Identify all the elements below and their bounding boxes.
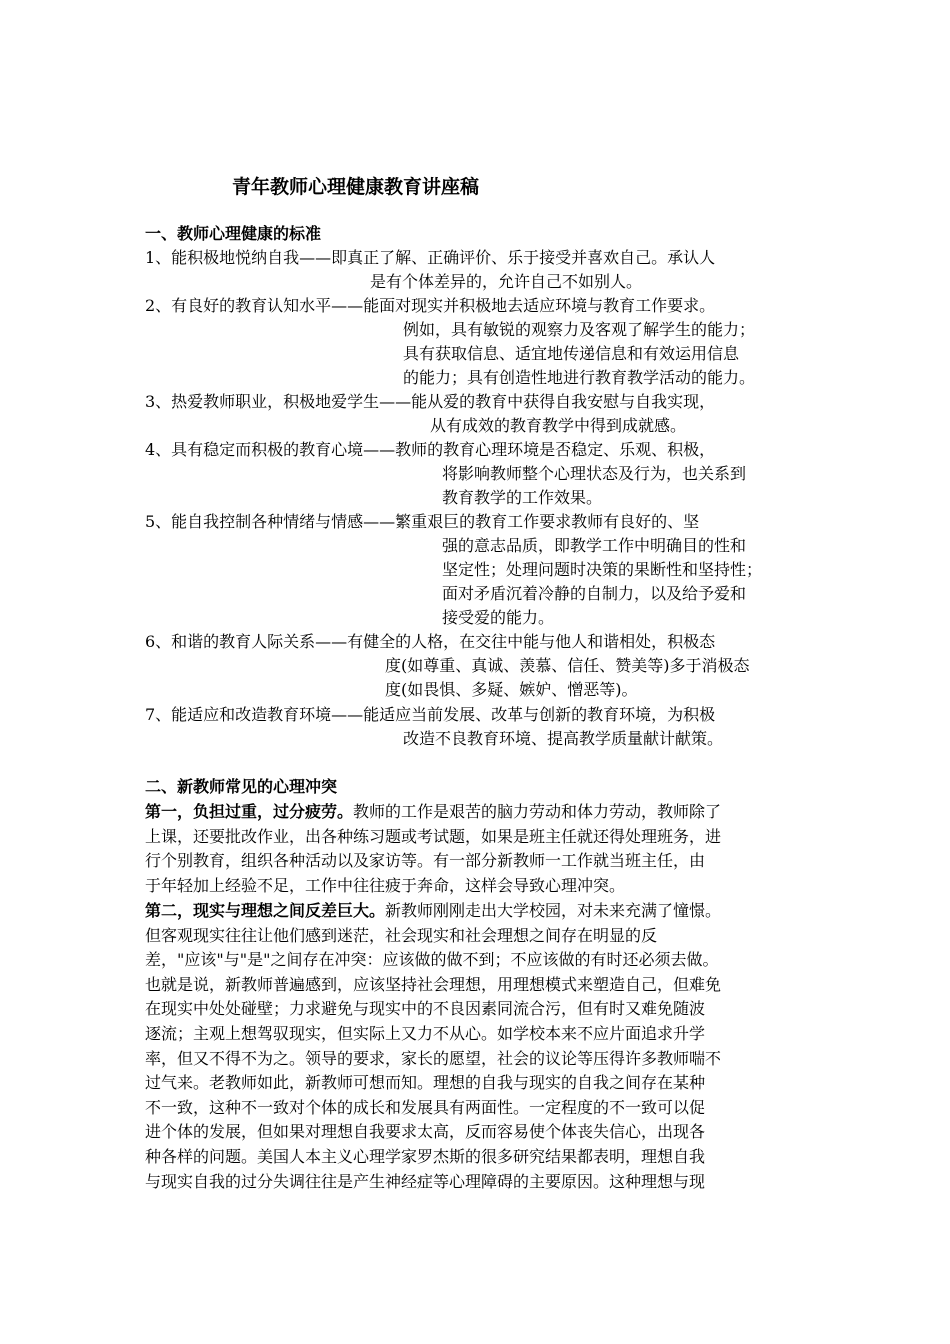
paragraph-line: 过气来。老教师如此，新教师可想而知。理想的自我与现实的自我之间存在某种 (145, 1073, 706, 1093)
item-continuation: 具有获取信息、适宜地传递信息和有效运用信息 (403, 344, 740, 363)
standard-item-2 (145, 294, 755, 390)
document-title: 青年教师心理健康教育讲座稿 (232, 176, 480, 198)
item-lead: 6、和谐的教育人际关系——有健全的人格，在交往中能与他人和谐相处，积极态 (145, 632, 716, 651)
item-continuation: 从有成效的教育教学中得到成就感。 (430, 416, 687, 435)
standard-item-1 (145, 246, 715, 294)
paragraph-line: 差，"应该"与"是"之间存在冲突：应该做的做不到；不应该做的有时还必须去做。 (145, 950, 719, 970)
standard-item-3 (145, 390, 715, 438)
paragraph-line: 上课，还要批改作业，出各种练习题或考试题，如果是班主任就还得处理班务，进 (145, 826, 722, 846)
paragraph-line: 率，但又不得不为之。领导的要求，家长的愿望，社会的议论等压得许多教师喘不 (145, 1048, 722, 1068)
item-continuation: 改造不良教育环境、提高教学质量献计献策。 (403, 729, 724, 748)
item-continuation: 面对矛盾沉着冷静的自制力，以及给予爱和 (442, 584, 747, 603)
item-lead: 2、有良好的教育认知水平——能面对现实并积极地去适应环境与教育工作要求。 (145, 296, 716, 315)
standard-item-6 (145, 630, 750, 702)
paragraph-line: 行个别教育，组织各种活动以及家访等。有一部分新教师一工作就当班主任，由 (145, 851, 706, 871)
item-continuation: 坚定性；处理问题时决策的果断性和坚持性； (442, 560, 763, 579)
paragraph-line: 新教师刚刚走出大学校园，对未来充满了憧憬。 (385, 901, 722, 920)
paragraph-line: 于年轻加上经验不足，工作中往往疲于奔命，这样会导致心理冲突。 (145, 875, 626, 895)
paragraph-line: 也就是说，新教师普遍感到，应该坚持社会理想，用理想模式来塑造自己，但难免 (145, 974, 722, 994)
paragraph-line: 逐流；主观上想驾驭现实，但实际上又力不从心。如学校本来不应片面追求升学 (145, 1023, 706, 1043)
item-continuation: 将影响教师整个心理状态及行为，也关系到 (442, 464, 747, 483)
item-lead: 3、热爱教师职业，积极地爱学生——能从爱的教育中获得自我安慰与自我实现， (145, 392, 716, 411)
standard-item-4 (145, 438, 746, 510)
standard-item-5 (145, 510, 762, 630)
item-continuation: 度(如尊重、真诚、羡慕、信任、赞美等)多于消极态 (385, 656, 750, 675)
paragraph-line: 与现实自我的过分失调往往是产生神经症等心理障碍的主要原因。这种理想与现 (145, 1171, 706, 1191)
paragraph-2 (145, 899, 805, 1194)
item-continuation: 是有个体差异的，允许自己不如别人。 (370, 272, 643, 291)
item-continuation: 度(如畏惧、多疑、嫉妒、憎恶等)。 (385, 680, 638, 699)
item-continuation: 接受爱的能力。 (442, 608, 555, 627)
paragraph-line: 在现实中处处碰壁；力求避免与现实中的不良因素同流合污，但有时又难免随波 (145, 999, 706, 1019)
item-lead: 5、能自我控制各种情绪与情感——繁重艰巨的教育工作要求教师有良好的、坚 (145, 512, 700, 531)
item-continuation: 教育教学的工作效果。 (442, 488, 603, 507)
item-lead: 4、具有稳定而积极的教育心境——教师的教育心理环境是否稳定、乐观、积极， (145, 440, 716, 459)
paragraph-1 (145, 800, 805, 898)
item-continuation: 强的意志品质，即教学工作中明确目的性和 (442, 536, 747, 555)
item-continuation: 例如，具有敏锐的观察力及客观了解学生的能力； (403, 320, 756, 339)
paragraph-line: 种各样的问题。美国人本主义心理学家罗杰斯的很多研究结果都表明，理想自我 (145, 1146, 706, 1166)
item-lead: 7、能适应和改造教育环境——能适应当前发展、改革与创新的教育环境，为积极 (145, 705, 716, 724)
paragraph-line: 教师的工作是艰苦的脑力劳动和体力劳动，教师除了 (353, 802, 722, 821)
paragraph-1-lead: 第一，负担过重，过分疲劳。 (145, 802, 354, 821)
standard-item-7 (145, 703, 723, 751)
section-2-heading: 二、新教师常见的心理冲突 (145, 777, 338, 796)
item-lead: 1、能积极地悦纳自我——即真正了解、正确评价、乐于接受并喜欢自己。承认人 (145, 248, 716, 267)
paragraph-line: 不一致，这种不一致对个体的成长和发展具有两面性。一定程度的不一致可以促 (145, 1097, 706, 1117)
paragraph-line: 但客观现实往往让他们感到迷茫，社会现实和社会理想之间存在明显的反 (145, 925, 658, 945)
paragraph-2-lead: 第二，现实与理想之间反差巨大。 (145, 901, 386, 920)
paragraph-line: 进个体的发展，但如果对理想自我要求太高，反而容易使个体丧失信心，出现各 (145, 1122, 706, 1142)
section-1-heading: 一、教师心理健康的标准 (145, 224, 322, 243)
item-continuation: 的能力；具有创造性地进行教育教学活动的能力。 (403, 368, 756, 387)
